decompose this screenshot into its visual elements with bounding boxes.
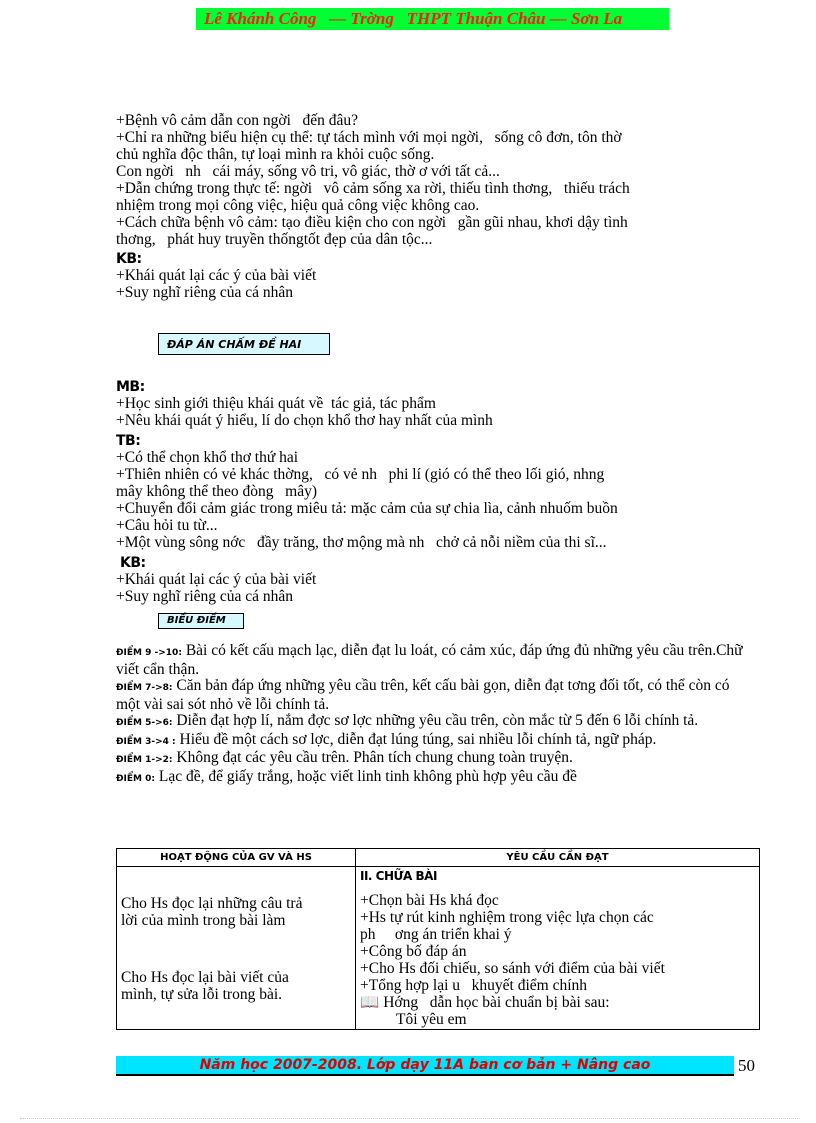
- text-line: +Có thể chọn khổ thơ thứ hai: [116, 449, 299, 466]
- page-number: 50: [738, 1056, 755, 1075]
- criterion-text: Căn bản đáp ứng những yêu cầu trên, kết cấu bài gọn, diễn đạt tơng đối tốt, có thể còn có một vài sai sót nhỏ về lỗi chính tả.: [116, 677, 730, 713]
- page-footer: Năm học 2007-2008. Lớp dạy 11A ban cơ bản + Nâng cao: [116, 1056, 734, 1076]
- criterion-text: Bài có kết cấu mạch lạc, diễn đạt lu loát, có cảm xúc, đáp ứng đủ những yêu cầu trên.Chữ viết cẩn thận.: [116, 642, 743, 678]
- criterion-label: ĐIỂM 7->8:: [116, 683, 173, 693]
- open-book-icon: 📖: [360, 994, 380, 1011]
- requirement-line: +Cho Hs đối chiếu, so sánh với điểm của bài viết: [360, 960, 665, 977]
- activity-line: mình, tự sửa lỗi trong bài.: [121, 986, 283, 1003]
- activity-line: Cho Hs đọc lại những câu trả: [121, 895, 303, 912]
- criterion-label: ĐIỂM 0:: [116, 773, 155, 784]
- criterion-3-4: [116, 732, 756, 751]
- text-line: +Bệnh vô cảm dẫn con ngời đến đâu?: [116, 112, 359, 129]
- criterion-label: ĐIỂM 9 ->10:: [116, 648, 182, 658]
- requirement-line: +Chọn bài Hs khá đọc: [360, 892, 499, 909]
- text-line: +Chuyển đổi cảm giác trong miêu tả: mặc cảm của sự chia lìa, cảnh nhuốm buồn: [116, 500, 618, 517]
- text-line: +Cách chữa bệnh vô cảm: tạo điều kiện cho con ngời gần gũi nhau, khơi dậy tình: [116, 214, 628, 231]
- tb-heading: TB:: [116, 433, 141, 449]
- lesson-activity-table: [116, 848, 760, 1030]
- text-line: +Câu hỏi tu từ...: [116, 517, 218, 534]
- criterion-0: [116, 769, 756, 788]
- activity-line: lời của mình trong bài làm: [121, 912, 286, 929]
- requirement-line: +Công bố đáp án: [360, 943, 467, 960]
- text-line: +Nêu khái quát ý hiểu, lí do chọn khổ thơ hay nhất của mình: [116, 412, 493, 429]
- text-line: +Suy nghĩ riêng của cá nhân: [116, 588, 294, 605]
- criterion-label: ĐIỂM 1->2:: [116, 755, 173, 765]
- text-line: +Chỉ ra những biểu hiện cụ thể: tự tách mình với mọi ngời, sống cô đơn, tôn thờ: [116, 129, 622, 146]
- mb-heading: MB:: [116, 379, 145, 395]
- next-lesson: Tôi yêu em: [396, 1011, 467, 1028]
- text-line: thơng, phát huy truyền thốngtốt đẹp của dân tộc...: [116, 231, 433, 248]
- requirement-line: ph ơng án triển khai ý: [360, 926, 512, 943]
- page-bottom-divider: [20, 1118, 800, 1119]
- criterion-5-6: [116, 713, 756, 732]
- requirement-line: +Hs tự rút kinh nghiệm trong việc lựa chọn các: [360, 909, 654, 926]
- guide-line: [360, 994, 759, 1011]
- requirement-line: +Tổng hợp lại u khuyết điểm chính: [360, 977, 588, 994]
- activities-cell: [117, 867, 356, 1030]
- criterion-label: ĐIỂM 5->6:: [116, 718, 173, 728]
- page-header: Lê Khánh Công — Trờng THPT Thuận Châu — Sơn La: [196, 8, 669, 30]
- text-line: nhiệm trong mọi công việc, hiệu quả công việc không cao.: [116, 197, 480, 214]
- scoring-criteria: [116, 643, 756, 787]
- section-title-answer-key-2: ĐÁP ÁN CHẤM ĐỀ HAI: [158, 333, 330, 355]
- criterion-text: Diễn đạt hợp lí, nắm đợc sơ lợc những yêu cầu trên, còn mắc từ 5 đến 6 lỗi chính tả.: [172, 712, 699, 729]
- text-line: +Khái quát lại các ý của bài viết: [116, 267, 317, 284]
- text-line: chủ nghĩa độc thân, tự loại mình ra khỏi cuộc sống.: [116, 146, 435, 163]
- criterion-7-8: [116, 678, 756, 713]
- criterion-text: Lạc đề, để giấy trắng, hoặc viết linh tinh không phù hợp yêu cầu đề: [155, 767, 577, 785]
- kb-heading: KB:: [116, 251, 142, 267]
- section-title-scoring: BIỂU ĐIỂM: [158, 613, 244, 629]
- criterion-9-10: [116, 643, 756, 678]
- text-line: mây không thể theo đòng mây): [116, 483, 318, 500]
- column-header-activities: HOẠT ĐỘNG CỦA GV VÀ HS: [117, 849, 356, 867]
- text-line: +Suy nghĩ riêng của cá nhân: [116, 284, 294, 301]
- requirements-heading: II. CHỮA BÀI: [360, 869, 437, 883]
- column-header-requirements: YÊU CẦU CẦN ĐẠT: [356, 849, 760, 867]
- criterion-text: Hiểu đề một cách sơ lợc, diễn đạt lúng túng, sai nhiều lỗi chính tả, ngữ pháp.: [175, 730, 657, 748]
- criterion-label: ĐIỂM 3->4 :: [116, 736, 176, 747]
- criterion-1-2: [116, 750, 756, 769]
- answer-content-part2: [116, 380, 756, 605]
- criterion-text: Không đạt các yêu cầu trên. Phân tích chung chung toàn truyện.: [172, 749, 573, 766]
- text-line: Con ngời nh cái máy, sống vô tri, vô giác, thờ ơ với tất cả...: [116, 163, 500, 180]
- kb-heading: KB:: [120, 555, 146, 571]
- text-line: +Một vùng sông nớc đầy trăng, thơ mộng mà nh chở cả nỗi niềm của thi sĩ...: [116, 534, 607, 551]
- text-line: +Dẫn chứng trong thực tế: ngời vô cảm sống xa rời, thiếu tình thơng, thiếu trách: [116, 180, 630, 197]
- guide-text: Hớng dẫn học bài chuẩn bị bài sau:: [383, 994, 610, 1011]
- requirements-cell: [356, 867, 760, 1030]
- text-line: +Học sinh giới thiệu khái quát về tác giả, tác phẩm: [116, 395, 436, 412]
- answer-content-part1: [116, 112, 756, 301]
- text-line: +Khái quát lại các ý của bài viết: [116, 571, 317, 588]
- activity-line: Cho Hs đọc lại bài viết của: [121, 969, 289, 986]
- text-line: +Thiên nhiên có vẻ khác thờng, có vẻ nh phi lí (gió có thể theo lối gió, nhng: [116, 466, 605, 483]
